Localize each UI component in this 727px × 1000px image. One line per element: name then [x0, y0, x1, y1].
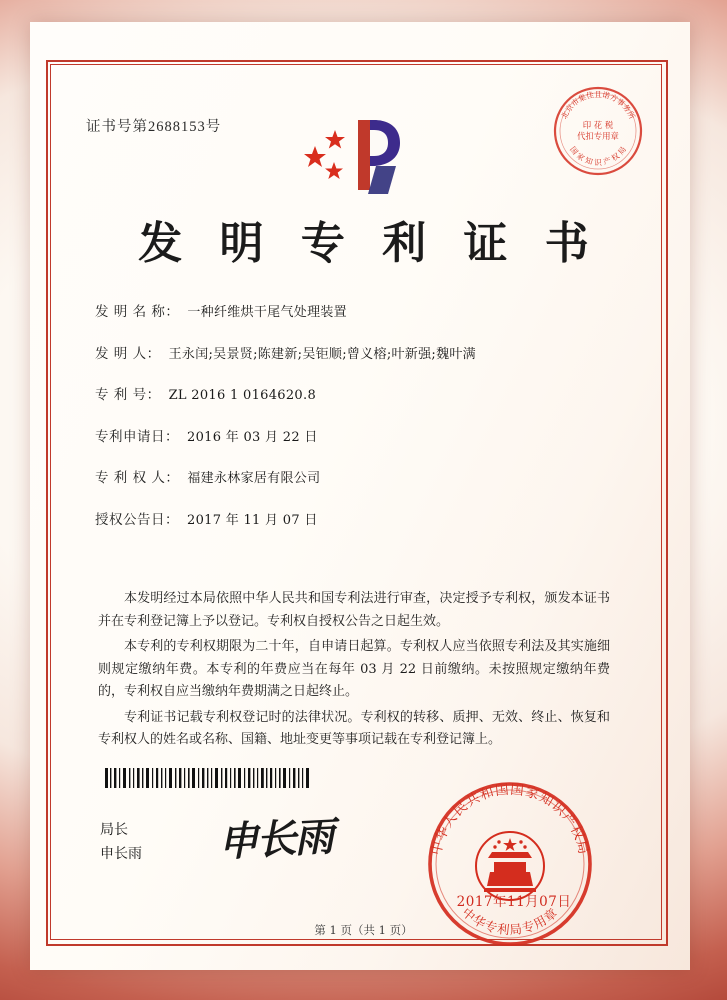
- body-paragraph: 专利证书记载专利权登记时的法律状况。专利权的转移、质押、无效、终止、恢复和专利权人的姓名或名称、国籍、地址变更等事项记载在专利登记簿上。: [98, 709, 610, 747]
- svg-text:国 家 知 识 产 权 局: 国 家 知 识 产 权 局: [567, 144, 629, 167]
- seal-date: 2017年11月07日: [456, 894, 572, 910]
- field-value: 一种纤维烘干尾气处理装置: [187, 305, 347, 320]
- field-label: 授权公告日：: [95, 511, 179, 528]
- page-title: 发 明 专 利 证 书: [138, 218, 600, 269]
- field-value: ZL 2016 1 0164620.8: [168, 388, 317, 403]
- field-patentee: [95, 466, 625, 486]
- signature-title: 局长: [100, 822, 128, 838]
- body-text: [98, 588, 610, 755]
- svg-text:代扣专用章: 代扣专用章: [577, 131, 619, 141]
- field-list: [95, 300, 625, 549]
- field-application-date: [95, 425, 625, 445]
- field-label: 专利申请日：: [95, 428, 179, 445]
- field-label: 专 利 号：: [95, 387, 161, 403]
- field-inventors: [95, 342, 625, 362]
- page-marker: 第 1 页（共 1 页）: [314, 923, 413, 937]
- field-patent-number: [95, 383, 625, 403]
- barcode: [105, 768, 313, 788]
- field-label: 发 明 名 称：: [95, 304, 180, 320]
- field-value: 王永闰;吴景贤;陈建新;吴钜顺;曾义榕;叶新强;魏叶满: [168, 346, 476, 362]
- body-paragraph: 本发明经过本局依照中华人民共和国专利法进行审查，决定授予专利权，颁发本证书并在专利登记簿上予以登记。专利权自授权公告之日起生效。: [98, 591, 610, 629]
- tax-stamp-seal: [552, 85, 644, 177]
- field-label: 专 利 权 人：: [95, 470, 180, 486]
- handwritten-signature: 申长雨: [217, 813, 334, 866]
- svg-text:中华人民共和国国家知识产权局: 中华人民共和国国家知识产权局: [428, 781, 592, 857]
- field-label: 发 明 人：: [95, 345, 161, 362]
- field-value: 2016 年 03 月 22 日: [187, 429, 318, 445]
- signature-name: 申长雨: [100, 846, 142, 862]
- svg-text:中华专利局专用章: 中华专利局专用章: [459, 904, 561, 938]
- field-value: 2017 年 11 月 07 日: [187, 512, 318, 528]
- svg-text:北京市集佳且诺方事务所: 北京市集佳且诺方事务所: [559, 90, 637, 121]
- signature-block: [100, 818, 142, 866]
- field-value: 福建永林家居有限公司: [187, 471, 321, 486]
- field-invention-name: [95, 300, 625, 320]
- body-paragraph: 本专利的专利权期限为二十年，自申请日起算。专利权人应当依照专利法及其实施细则规定缴纳年费。本专利的年费应当在每年 03 月 22 日前缴纳。未按照规定缴纳年费的，专利权自应当缴纳年费期满之日起终止。: [98, 639, 610, 699]
- certificate-number: 证书号第2688153号: [86, 119, 222, 135]
- field-grant-date: [95, 508, 625, 528]
- patent-emblem-icon: [300, 110, 430, 196]
- svg-text:印 花 税: 印 花 税: [582, 120, 614, 130]
